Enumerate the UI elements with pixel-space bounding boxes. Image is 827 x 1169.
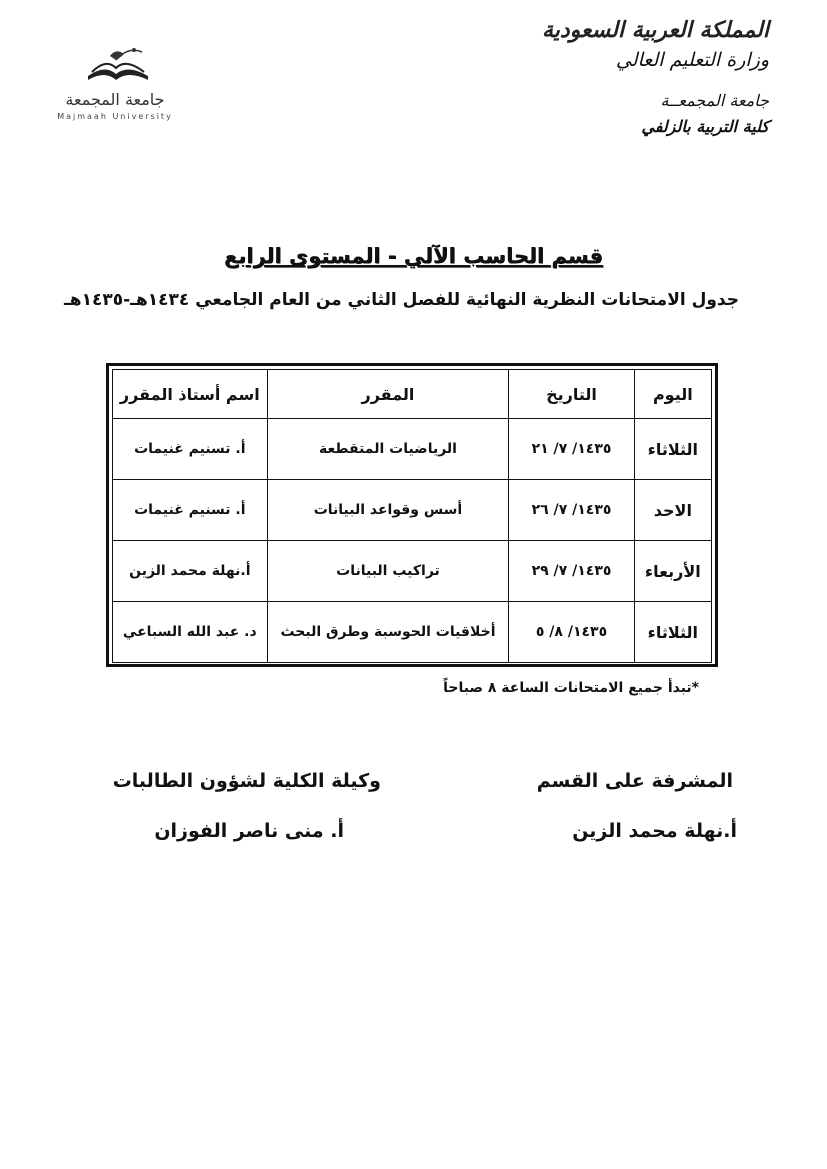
cell-day: الاحد xyxy=(634,480,711,541)
vice-dean-title: وكيلة الكلية لشؤون الطالبات xyxy=(112,770,381,792)
table-header-row xyxy=(113,370,712,419)
header-date: التاريخ xyxy=(509,370,634,419)
cell-course: أسس وقواعد البيانات xyxy=(267,480,509,541)
university-logo xyxy=(50,44,180,144)
cell-professor: أ. تسنيم غنيمات xyxy=(113,480,268,541)
table-row xyxy=(113,419,712,480)
page-title: قسم الحاسب الآلي - المستوى الرابع xyxy=(224,244,603,268)
exam-time-note: *تبدأ جميع الامتحانات الساعة ٨ صباحاً xyxy=(443,680,699,696)
logo-arabic-text: جامعة المجمعة xyxy=(65,90,165,109)
cell-date: ١٤٣٥/ ٨/ ٥ xyxy=(509,602,634,663)
table-row xyxy=(113,480,712,541)
cell-professor: أ.نهلة محمد الزين xyxy=(113,541,268,602)
cell-day: الأربعاء xyxy=(634,541,711,602)
supervisor-title: المشرفة على القسم xyxy=(536,770,733,792)
cell-date: ١٤٣٥/ ٧/ ٢١ xyxy=(509,419,634,480)
ministry-name: وزارة التعليم العالي xyxy=(615,49,769,71)
cell-day: الثلاثاء xyxy=(634,602,711,663)
cell-course: الرياضيات المتقطعة xyxy=(267,419,509,480)
table-row xyxy=(113,541,712,602)
cell-course: تراكيب البيانات xyxy=(267,541,509,602)
cell-professor: د. عبد الله السباعي xyxy=(113,602,268,663)
header-course: المقرر xyxy=(267,370,509,419)
cell-day: الثلاثاء xyxy=(634,419,711,480)
table-row xyxy=(113,602,712,663)
cell-date: ١٤٣٥/ ٧/ ٢٩ xyxy=(509,541,634,602)
kingdom-name: المملكة العربية السعودية xyxy=(541,17,769,43)
university-name: جامعة المجمعــة xyxy=(660,91,769,110)
exam-schedule-table-frame xyxy=(106,363,718,667)
exam-schedule-table xyxy=(112,369,712,663)
supervisor-name: أ.نهلة محمد الزين xyxy=(572,820,737,842)
page-subtitle: جدول الامتحانات النظرية النهائية للفصل الثاني من العام الجامعي ١٤٣٤هـ-١٤٣٥هـ xyxy=(64,290,739,310)
logo-english-text: Majmaah University xyxy=(57,112,173,121)
cell-date: ١٤٣٥/ ٧/ ٢٦ xyxy=(509,480,634,541)
header-professor: اسم أستاذ المقرر xyxy=(113,370,268,419)
cell-course: أخلاقيات الحوسبة وطرق البحث xyxy=(267,602,509,663)
header-institution xyxy=(529,16,769,138)
open-book-icon xyxy=(50,44,180,94)
header-day: اليوم xyxy=(634,370,711,419)
vice-dean-name: أ. منى ناصر الفوزان xyxy=(154,820,344,842)
cell-professor: أ. تسنيم غنيمات xyxy=(113,419,268,480)
college-name: كلية التربية بالزلفي xyxy=(641,117,769,136)
